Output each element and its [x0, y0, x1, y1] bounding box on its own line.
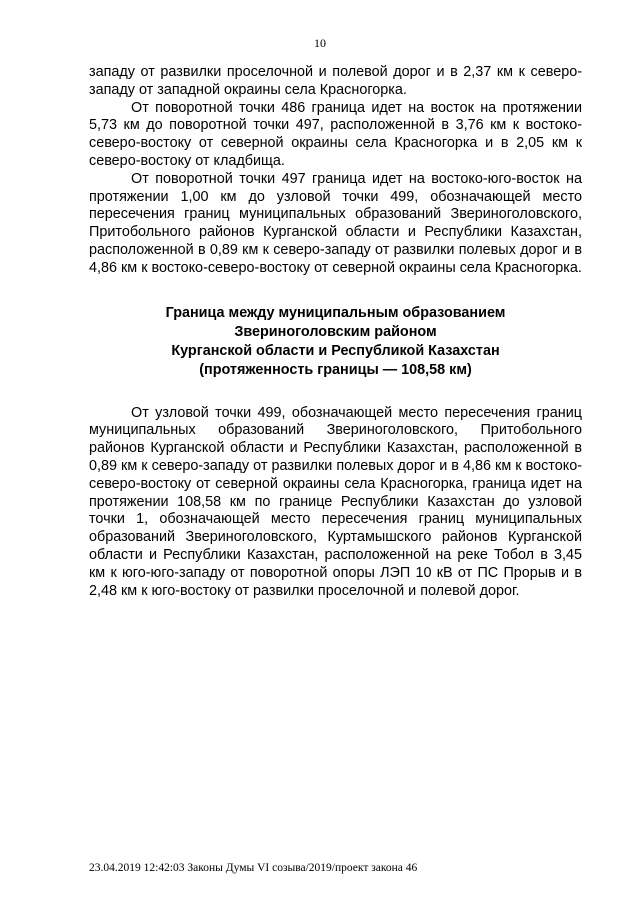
page-number: 10 [314, 36, 326, 50]
paragraph-point-499: От узловой точки 499, обозначающей место пересечения границ муниципальных образований Звериноголовского, Притобольного районов Курганской области и Республики Казахстан, расположенной в 0,89 км к северо-западу от развилки полевых дорог и в 4,86 км к востоко-северо-востоку от северной окраины села Красногорка, граница идет на протяжении 108,58 км по границе Республики Казахстан до узловой точки 1, обозначающей место пересечения границ муниципальных образований Звериноголовского, Куртамышского районов Курганской области и Республики Казахстан, расположенной на реке Тобол в 3,45 км к юго-юго-западу от поворотной опоры ЛЭП 10 кВ от ПС Прорыв и в 2,48 км к юго-востоку от развилки проселочной и полевой дорог. [89, 404, 582, 599]
footer-stamp: 23.04.2019 12:42:03 Законы Думы VI созыва/2019/проект закона 46 [89, 862, 418, 874]
document-body [89, 64, 582, 600]
paragraph-point-497: От поворотной точки 497 граница идет на востоко-юго-восток на протяжении 1,00 км до узловой точки 499, обозначающей место пересечения границ муниципальных образований Звериноголовского, Притобольного районов Курганской области и Республики Казахстан, расположенной в 0,89 км к северо-западу от развилки полевых дорог и в 4,86 км к востоко-северо-востоку от северной окраины села Красногорка. [89, 170, 582, 276]
heading-line-4: (протяженность границы — 108,58 км) [199, 361, 472, 378]
paragraph-continuation: западу от развилки проселочной и полевой дорог и в 2,37 км к северо-западу от западной окраины села Красногорка. [89, 64, 582, 98]
heading-line-1: Граница между муниципальным образованием [165, 304, 506, 321]
heading-line-3: Курганской области и Республикой Казахстан [171, 342, 500, 359]
heading-line-2: Звериноголовским районом [234, 323, 437, 340]
paragraph-point-486: От поворотной точки 486 граница идет на восток на протяжении 5,73 км до поворотной точки 497, расположенной в 3,76 км к востоко-северо-востоку от северной окраины села Красногорка и в 2,05 км к северо-востоку от кладбища. [89, 99, 582, 169]
section-heading [89, 304, 582, 380]
